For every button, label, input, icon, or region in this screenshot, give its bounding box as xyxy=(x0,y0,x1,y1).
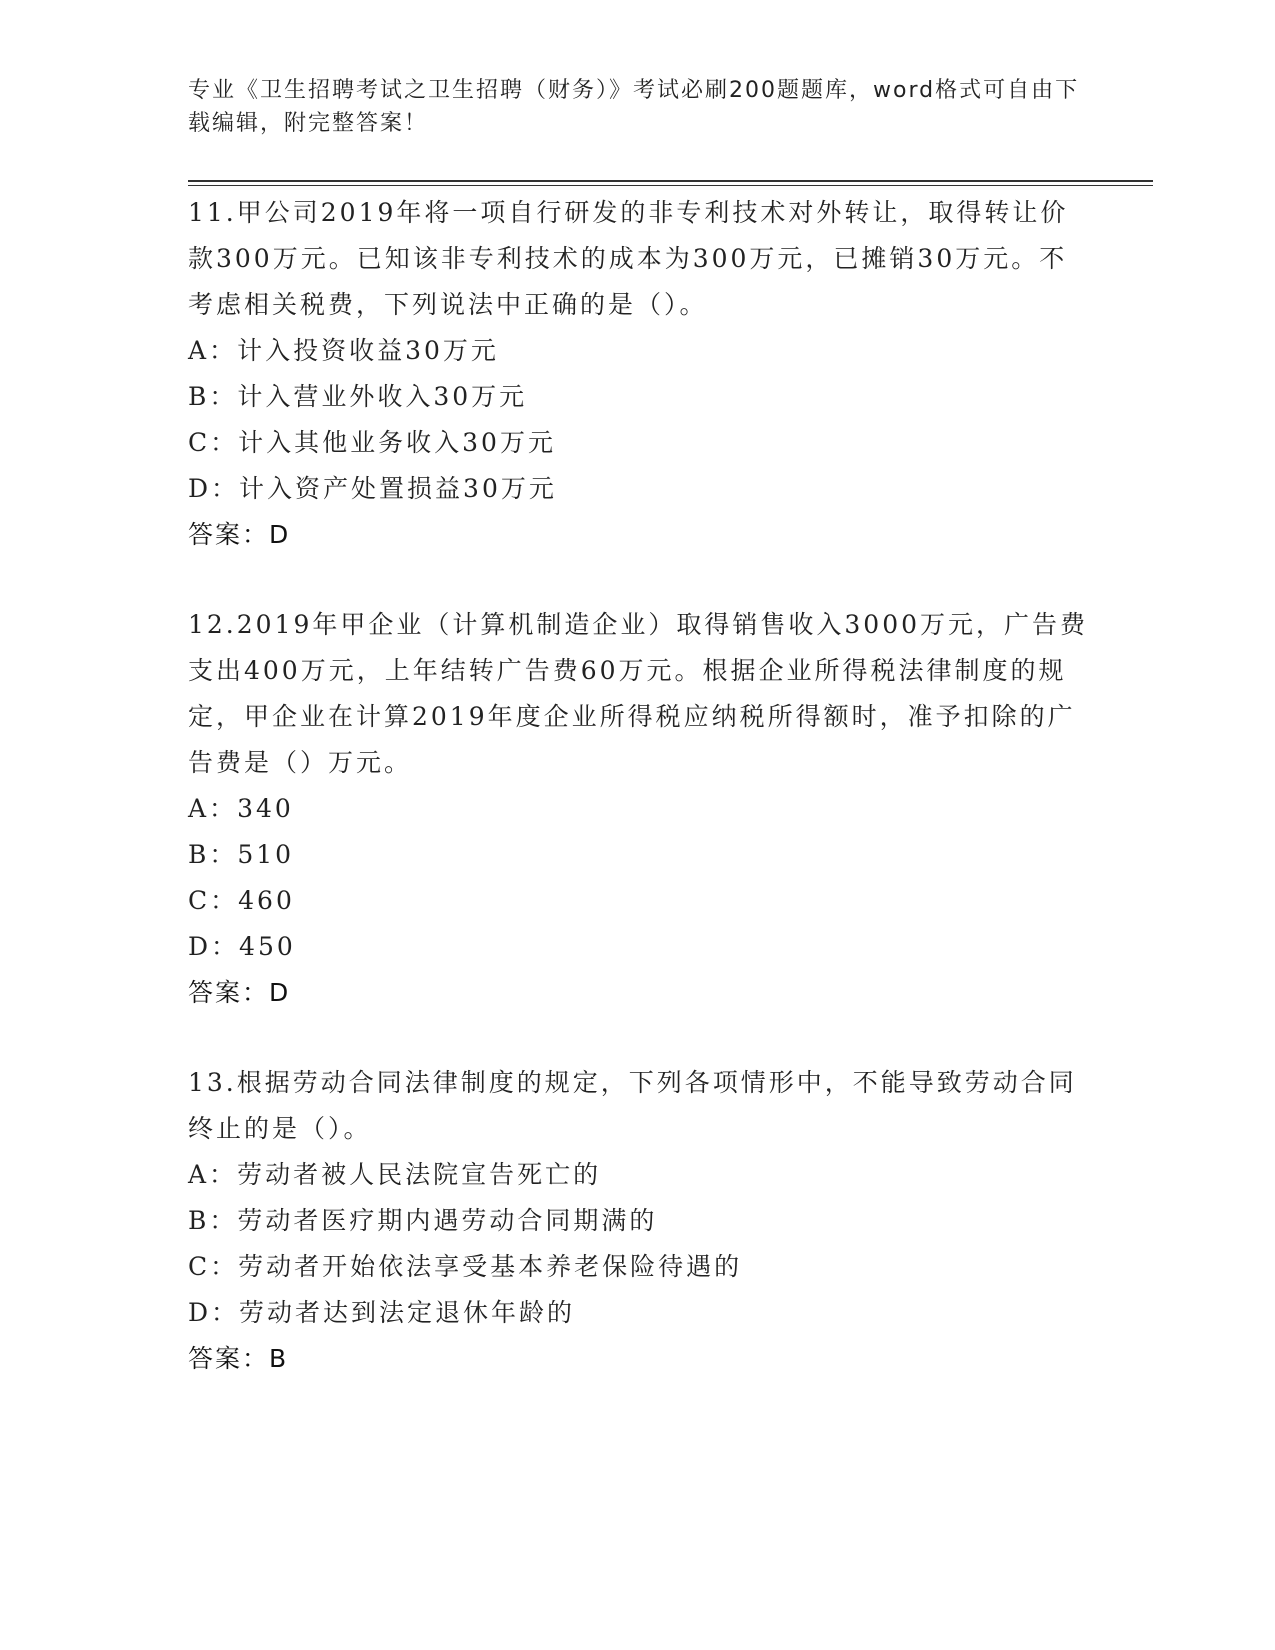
option-text: 计入资产处置损益30万元 xyxy=(239,474,557,503)
option-d xyxy=(188,924,1093,970)
option-text: 460 xyxy=(238,886,295,915)
option-text: 劳动者开始依法享受基本养老保险待遇的 xyxy=(238,1252,743,1281)
option-c xyxy=(188,1244,1093,1290)
option-key: D： xyxy=(188,1298,240,1327)
option-key: A： xyxy=(188,1160,238,1189)
option-d xyxy=(188,1290,1093,1336)
answer-line xyxy=(188,1336,1093,1382)
question-12 xyxy=(188,602,1093,1016)
question-11 xyxy=(188,190,1093,558)
option-text: 计入投资收益30万元 xyxy=(237,336,499,365)
option-key: B： xyxy=(188,382,238,411)
option-b xyxy=(188,832,1093,878)
option-text: 计入其他业务收入30万元 xyxy=(238,428,556,457)
option-key: B： xyxy=(188,1206,238,1235)
option-a xyxy=(188,1152,1093,1198)
answer-line xyxy=(188,970,1093,1016)
question-text: 12.2019年甲企业（计算机制造企业）取得销售收入3000万元，广告费支出400万元，上年结转广告费60万元。根据企业所得税法律制度的规定，甲企业在计算2019年度企业所得税应纳税所得额时，准予扣除的广告费是（）万元。 xyxy=(188,610,1089,777)
option-text: 劳动者被人民法院宣告死亡的 xyxy=(237,1160,602,1189)
option-key: C： xyxy=(188,886,239,915)
option-key: A： xyxy=(188,794,238,823)
option-b xyxy=(188,374,1093,420)
answer-value: D xyxy=(269,978,291,1007)
answer-value: D xyxy=(269,520,291,549)
question-13 xyxy=(188,1060,1093,1382)
option-key: C： xyxy=(188,428,239,457)
option-key: C： xyxy=(188,1252,239,1281)
option-d xyxy=(188,466,1093,512)
option-text: 劳动者达到法定退休年龄的 xyxy=(239,1298,576,1327)
option-c xyxy=(188,420,1093,466)
option-text: 劳动者医疗期内遇劳动合同期满的 xyxy=(237,1206,658,1235)
option-key: B： xyxy=(188,840,238,869)
question-text: 13.根据劳动合同法律制度的规定，下列各项情形中，不能导致劳动合同终止的是（）。 xyxy=(188,1068,1077,1143)
question-list xyxy=(188,190,1093,1426)
document-header: 专业《卫生招聘考试之卫生招聘（财务）》考试必刷200题题库，word格式可自由下载编辑，附完整答案！ xyxy=(188,78,1080,136)
answer-value: B xyxy=(269,1344,289,1373)
option-a xyxy=(188,328,1093,374)
option-key: D： xyxy=(188,932,240,961)
option-a xyxy=(188,786,1093,832)
option-text: 340 xyxy=(237,794,294,823)
answer-line xyxy=(188,512,1093,558)
question-text: 11.甲公司2019年将一项自行研发的非专利技术对外转让，取得转让价款300万元。已知该非专利技术的成本为300万元，已摊销30万元。不考虑相关税费，下列说法中正确的是（）。 xyxy=(188,198,1069,319)
answer-label: 答案： xyxy=(188,520,270,549)
option-key: A： xyxy=(188,336,238,365)
option-text: 计入营业外收入30万元 xyxy=(237,382,528,411)
option-key: D： xyxy=(188,474,240,503)
option-c xyxy=(188,878,1093,924)
answer-label: 答案： xyxy=(188,1344,270,1373)
option-text: 510 xyxy=(237,840,295,869)
option-text: 450 xyxy=(239,932,296,961)
header-divider xyxy=(188,180,1153,186)
answer-label: 答案： xyxy=(188,978,270,1007)
option-b xyxy=(188,1198,1093,1244)
